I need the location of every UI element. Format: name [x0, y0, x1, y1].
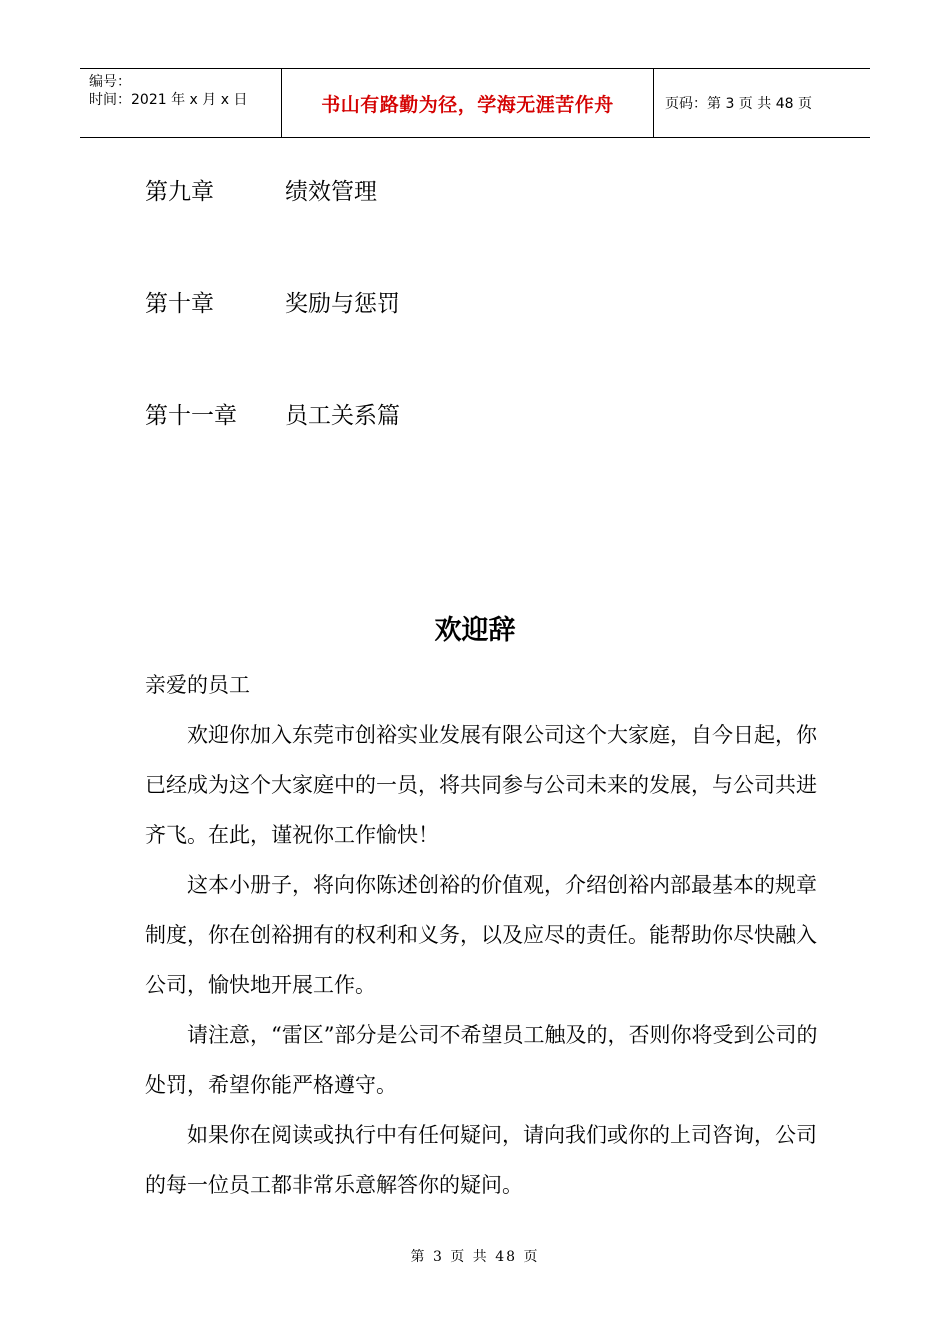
welcome-paragraph: 欢迎你加入东莞市创裕实业发展有限公司这个大家庭，自今日起，你已经成为这个大家庭中的一员，将共同参与公司未来的发展，与公司共进齐飞。在此，谨祝你工作愉快！ [145, 723, 817, 847]
chapter-item-9 [145, 177, 377, 207]
welcome-body [145, 660, 820, 1210]
chapter-item-10 [145, 289, 400, 319]
welcome-title: 欢迎辞 [434, 615, 516, 646]
page-footer: 第 3 页 共 48 页 [410, 1249, 540, 1265]
welcome-paragraph: 请注意，“雷区”部分是公司不希望员工触及的，否则你将受到公司的处罚，希望你能严格遵守。 [145, 1023, 818, 1097]
header-meta [80, 69, 281, 137]
document-date-label: 时间：2021 年 x 月 x 日 [89, 92, 248, 108]
header-motto: 书山有路勤为径，学海无涯苦作舟 [281, 69, 654, 137]
welcome-paragraph: 如果你在阅读或执行中有任何疑问，请向我们或你的上司咨询，公司的每一位员工都非常乐意解答你的疑问。 [145, 1123, 817, 1197]
document-number-label: 编号： [89, 74, 131, 90]
chapter-number: 第十章 [145, 291, 214, 317]
chapter-title: 奖励与惩罚 [285, 291, 400, 317]
chapter-number: 第九章 [145, 179, 214, 205]
welcome-greeting: 亲爱的员工 [145, 673, 250, 697]
document-header [80, 68, 870, 138]
chapter-title: 绩效管理 [285, 179, 377, 205]
chapter-number: 第十一章 [145, 403, 237, 429]
chapter-item-11 [145, 401, 400, 431]
welcome-paragraph: 这本小册子，将向你陈述创裕的价值观，介绍创裕内部最基本的规章制度，你在创裕拥有的权利和义务，以及应尽的责任。能帮助你尽快融入公司，愉快地开展工作。 [145, 873, 817, 997]
header-page-info: 页码：第 3 页 共 48 页 [665, 96, 812, 112]
chapter-title: 员工关系篇 [285, 403, 400, 429]
